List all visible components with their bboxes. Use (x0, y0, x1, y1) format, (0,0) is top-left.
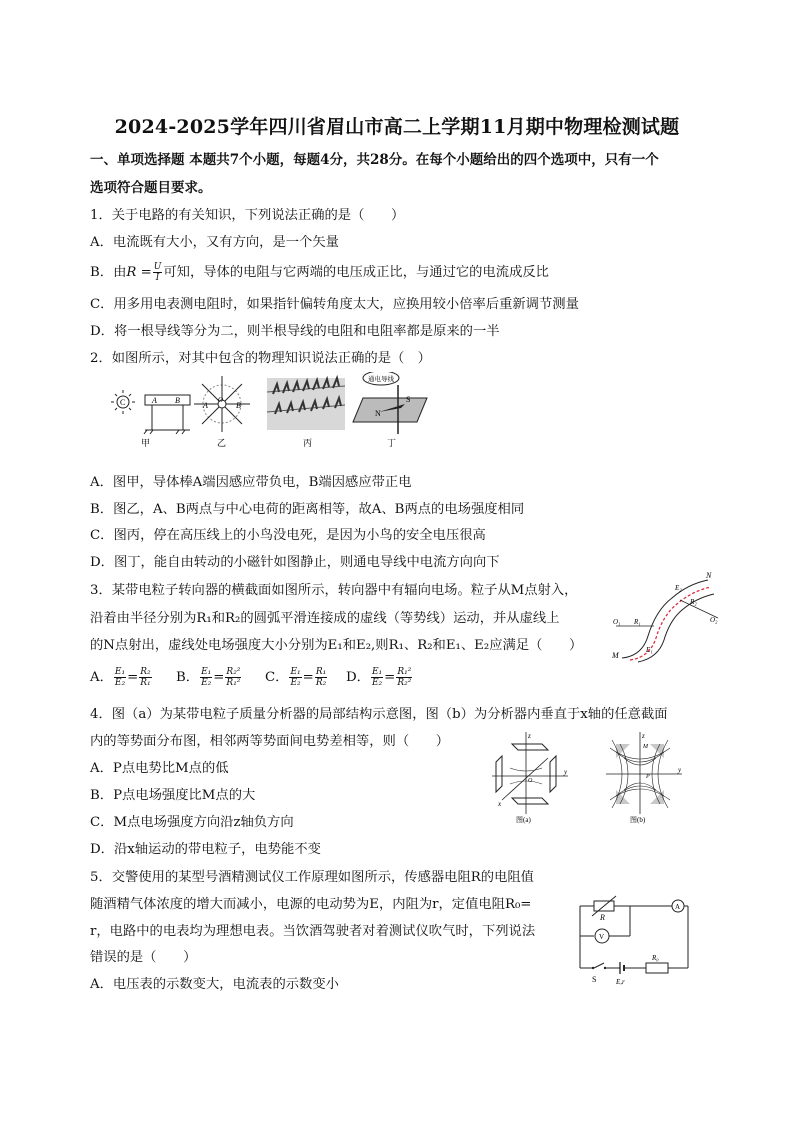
q4-line1: 4．图（a）为某带电粒子质量分析器的局部结构示意图，图（b）为分析器内垂直于x轴的任意截面 (90, 707, 668, 722)
q1-stem: 1．关于电路的有关知识，下列说法正确的是（ ） (90, 208, 405, 223)
q2-stem: 2．如图所示，对其中包含的物理知识说法正确的是（ ） (90, 351, 431, 366)
q3-option-d: D． $\frac{\text{E₁}}{\text{E₂}}$ = $\frac{\text{R₁²}}{\text{R₂²}}$ (346, 667, 412, 688)
q3-line1: 3．某带电粒子转向器的横截面如图所示，转向器中有辐向电场。粒子从M点射入， (90, 583, 578, 598)
section-header-line1: 一、单项选择题 本题共7个小题，每题4分，共28分。在每个小题给出的四个选项中，只有一个 (90, 152, 659, 168)
q1-formula-numerator: U (153, 262, 162, 272)
q1-option-a: A．电流既有大小，又有方向，是一个矢量 (90, 235, 339, 250)
figure-ding (353, 372, 427, 448)
q3-option-a: A． $\frac{\text{E₁}}{\text{E₂}}$ = $\frac{\text{R₂}}{\text{R₁}}$ (90, 667, 151, 688)
q3-b-rden: R₁² (226, 678, 241, 688)
q1-option-b-prefix: B．由 (90, 265, 127, 280)
q5-fig-voltmeter: V (599, 933, 605, 941)
fig-label-ding: 丁 (387, 438, 397, 448)
page-title: 2024-2025学年四川省眉山市高二上学期11月期中物理检测试题 (114, 116, 680, 138)
fig-s-label: S (406, 395, 411, 404)
q3-fig-m: M (612, 651, 619, 660)
q3-b-rnum: R₂² (226, 667, 241, 677)
q3-option-a-label: A． (90, 670, 113, 685)
q3-fig-e1: E₁ (646, 646, 653, 654)
q4a-z: z (528, 732, 531, 740)
q4a-x: x (498, 800, 502, 808)
fig-jia-b-label: B (175, 396, 180, 405)
q4b-y: y (678, 766, 682, 774)
q1-formula-denominator: I (155, 273, 160, 283)
q3-d-rnum: R₁² (397, 667, 412, 677)
q2-figure (105, 372, 435, 452)
q1-formula-lhs: R = (126, 265, 152, 280)
q4b-p: P (646, 774, 650, 780)
q3-fig-e2: E₂ (675, 584, 682, 592)
q5-line2: 随酒精气体浓度的增大而减小，电源的电动势为E，内阻为r，定值电阻R₀= (90, 897, 532, 912)
q4-figure-a (488, 730, 574, 826)
q3-d-lden: E₂ (371, 678, 383, 688)
fig-yi-o-label: O (218, 396, 224, 404)
q3-fig-o1: O₁ (613, 618, 621, 626)
fig-label-jia: 甲 (141, 438, 151, 448)
figure-jia (111, 390, 190, 448)
q3-c-rden: R₂ (315, 678, 327, 688)
q5-fig-ammeter: A (675, 903, 681, 911)
q4-fig-b-caption: 图(b) (630, 816, 646, 824)
fig-yi-a-label: A (203, 401, 208, 410)
section-header-line2: 选项符合题目要求。 (90, 180, 212, 196)
figure-bing (267, 378, 345, 448)
q4-figure-b (602, 730, 688, 826)
q4a-o: O (528, 778, 533, 784)
q3-line3: 的N点射出，虚线处电场强度大小分别为E₁和E₂,则R₁、R₂和E₁、E₂应满足（ ） (90, 638, 583, 653)
q3-a-rden: R₁ (140, 678, 151, 688)
fig-label-bing: 丙 (303, 438, 313, 448)
q1-option-c: C．用多用电表测电阻时，如果指针偏转角度太大，应换用较小倍率后重新调节测量 (90, 297, 579, 312)
q3-d-rden: R₂² (397, 678, 412, 688)
q1-option-d: D．将一根导线等分为二，则半根导线的电阻和电阻率都是原来的一半 (90, 324, 500, 339)
q3-c-lnum: E₁ (290, 667, 301, 677)
q2-option-a: A．图甲，导体棒A端因感应带负电，B端因感应带正电 (90, 475, 412, 490)
q2-option-b: B．图乙，A、B两点与中心电荷的距离相等，故A、B两点的电场强度相同 (90, 502, 525, 517)
q3-a-rnum: R₂ (140, 667, 151, 677)
q4a-y: y (564, 768, 568, 776)
q3-d-lnum: E₁ (371, 667, 383, 677)
q3-c-lden: E₂ (290, 678, 301, 688)
q3-c-rnum: R₁ (315, 667, 327, 677)
q3-fig-r1: R₁ (634, 618, 641, 626)
q3-fig-o2: O₂ (710, 616, 718, 624)
q5-fig-r: R (600, 913, 605, 922)
q5-line1: 5．交警使用的某型号酒精测试仪工作原理如图所示，传感器电阻R的电阻值 (90, 870, 534, 885)
q5-fig-r0: R₀ (652, 954, 659, 962)
q4-option-b: B．P点电场强度比M点的大 (90, 788, 256, 803)
q3-option-c-label: C． (265, 670, 289, 685)
q2-option-c: C．图丙，停在高压线上的小鸟没电死，是因为小鸟的安全电压很高 (90, 528, 486, 543)
fig-bubble-label: 通电导线 (368, 376, 394, 383)
q3-figure (612, 566, 722, 666)
q1-option-b-text: 可知，导体的电阻与它两端的电压成正比，与通过它的电流成反比 (163, 265, 549, 280)
q4-option-c: C．M点电场强度方向沿z轴负方向 (90, 815, 294, 830)
q3-b-lden: E₂ (201, 678, 212, 688)
q3-option-b-label: B． (176, 670, 200, 685)
q5-line4: 错误的是（ ） (90, 950, 197, 965)
q5-circuit (574, 892, 694, 988)
q3-option-c: C． $\frac{\text{E₁}}{\text{E₂}}$ = $\frac{\text{R₁}}{\text{R₂}}$ (265, 667, 327, 688)
q2-option-d: D．图丁，能自由转动的小磁针如图静止，则通电导线中电流方向向下 (90, 555, 500, 570)
q4b-z: z (642, 732, 645, 740)
q1-option-b (90, 262, 549, 283)
q4-line2: 内的等势面分布图，相邻两等势面间电势差相等，则（ ） (90, 734, 450, 749)
fig-yi-b-label: B (236, 401, 241, 410)
q3-a-lnum: E₁ (114, 667, 126, 677)
q5-line3: r，电路中的电表均为理想电表。当饮酒驾驶者对着测试仪吹气时，下列说法 (90, 924, 536, 939)
fig-label-yi: 乙 (217, 438, 227, 448)
q5-fig-s: S (592, 975, 597, 984)
figure-yi (194, 376, 250, 448)
q3-option-b: B． $\frac{\text{E₁}}{\text{E₂}}$ = $\frac{\text{R₂²}}{\text{R₁²}}$ (176, 667, 241, 688)
q5-fig-er: E,r (616, 978, 625, 986)
svg-text:C: C (120, 398, 126, 407)
q4-option-d: D．沿x轴运动的带电粒子，电势能不变 (90, 842, 321, 857)
q4-option-a: A．P点电势比M点的低 (90, 761, 229, 776)
q3-a-lden: E₂ (114, 678, 126, 688)
q4-fig-a-caption: 图(a) (516, 816, 531, 824)
q5-option-a: A．电压表的示数变大，电流表的示数变小 (90, 977, 339, 992)
q4b-m: M (643, 744, 648, 750)
q3-b-lnum: E₁ (201, 667, 212, 677)
fig-n-label: N (375, 409, 381, 418)
fig-jia-a-label: A (152, 396, 157, 405)
q3-fig-n: N (706, 571, 712, 580)
q3-line2: 沿着由半径分别为R₁和R₂的圆弧平滑连接成的虚线（等势线）运动，并从虚线上 (90, 611, 560, 626)
q1-formula-fraction (153, 262, 163, 283)
q3-fig-r2: R₂ (690, 598, 697, 606)
q3-option-d-label: D． (346, 670, 370, 685)
